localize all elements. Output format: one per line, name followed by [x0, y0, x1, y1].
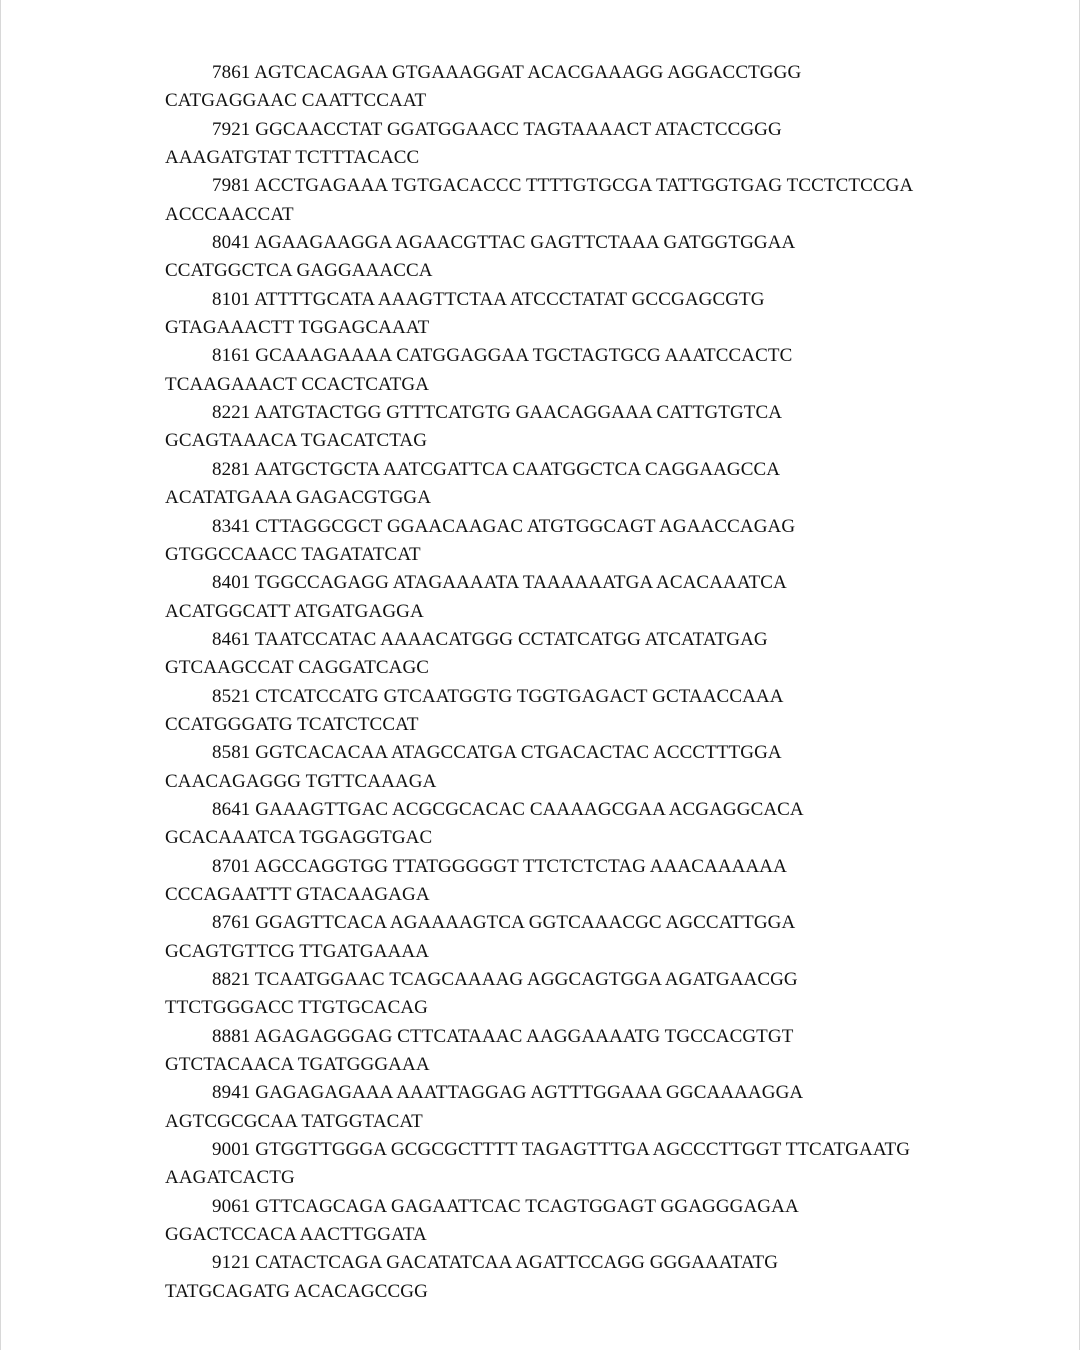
- sequence-continuation: CCCAGAATTT GTACAAGAGA: [165, 883, 430, 905]
- sequence-line: [165, 1079, 965, 1107]
- sequence-line: [165, 456, 965, 484]
- sequence-line: [165, 1193, 965, 1221]
- sequence-text: AGAGAGGGAG CTTCATAAAC AAGGAAAATG TGCCACGTGT: [254, 1025, 794, 1047]
- position-number: 8941: [212, 1082, 251, 1104]
- sequence-continuation: GTGGCCAACC TAGATATCAT: [165, 543, 421, 565]
- sequence-block: [165, 172, 965, 229]
- sequence-text: ATTTTGCATA AAAGTTCTAA ATCCCTATAT GCCGAGCGTG: [254, 288, 765, 310]
- sequence-text: TAATCCATAC AAAACATGGG CCTATCATGG ATCATATGAG: [254, 628, 768, 650]
- sequence-line: [165, 853, 965, 881]
- position-number: 8821: [212, 969, 251, 990]
- sequence-line: [165, 1023, 965, 1051]
- sequence-line: [165, 399, 965, 427]
- position-number: 7921: [212, 118, 251, 140]
- sequence-continuation: TTCTGGGACC TTGTGCACAG: [165, 997, 428, 1019]
- sequence-block: [165, 966, 965, 1023]
- sequence-continuation: AAGATCACTG: [165, 1167, 295, 1189]
- sequence-text: TGGCCAGAGG ATAGAAAATA TAAAAAATGA ACACAAATCA: [254, 572, 787, 594]
- sequence-continuation: AGTCGCGCAA TATGGTACAT: [165, 1110, 423, 1132]
- position-number: 7981: [212, 175, 251, 197]
- sequence-text: GGCAACCTAT GGATGGAACC TAGTAAAACT ATACTCCGGG: [255, 118, 782, 140]
- sequence-text: GAGAGAGAAA AAATTAGGAG AGTTTGGAAA GGCAAAAGGA: [255, 1082, 804, 1104]
- sequence-line: [165, 626, 965, 654]
- sequence-block: [165, 229, 965, 286]
- sequence-continuation: CCATGGCTCA GAGGAAACCA: [165, 260, 433, 282]
- sequence-block: [165, 626, 965, 683]
- sequence-continuation: ACCCAACCAT: [165, 203, 294, 225]
- sequence-line: [165, 909, 965, 937]
- position-number: 8641: [212, 798, 251, 820]
- sequence-continuation: ACATGGCATT ATGATGAGGA: [165, 600, 424, 622]
- position-number: 8041: [212, 232, 251, 254]
- position-number: 8701: [212, 855, 251, 877]
- sequence-block: [165, 569, 965, 626]
- sequence-text: GGTCACACAA ATAGCCATGA CTGACACTAC ACCCTTTGGA: [255, 742, 782, 764]
- sequence-continuation: TCAAGAAACT CCACTCATGA: [165, 373, 430, 395]
- position-number: 8581: [212, 742, 251, 764]
- sequence-block: [165, 456, 965, 513]
- sequence-text: GGAGTTCACA AGAAAAGTCA GGTCAAACGC AGCCATTGGA: [255, 912, 796, 934]
- sequence-block: [165, 1079, 965, 1136]
- sequence-block: [165, 1136, 965, 1193]
- sequence-text: ACCTGAGAAA TGTGACACCC TTTTGTGCGA TATTGGTGAG TCCTCTCCGA: [254, 175, 914, 197]
- sequence-line: [165, 569, 965, 597]
- sequence-text: AATGCTGCTA AATCGATTCA CAATGGCTCA CAGGAAGCCA: [254, 458, 781, 480]
- sequence-block: [165, 59, 965, 116]
- sequence-block: [165, 683, 965, 740]
- sequence-text: CTTAGGCGCT GGAACAAGAC ATGTGGCAGT AGAACCAGAG: [255, 515, 796, 537]
- sequence-text: AGTCACAGAA GTGAAAGGAT ACACGAAAGG AGGACCTGGG: [254, 62, 802, 83]
- position-number: 8461: [212, 628, 251, 650]
- sequence-text: AGAAGAAGGA AGAACGTTAC GAGTTCTAAA GATGGTGGAA: [254, 232, 796, 254]
- sequence-block: [165, 1249, 965, 1306]
- sequence-continuation: GTCTACAACA TGATGGGAAA: [165, 1054, 430, 1076]
- position-number: 9001: [212, 1139, 251, 1161]
- position-number: 9061: [212, 1195, 251, 1217]
- position-number: 8341: [212, 515, 251, 537]
- position-number: 8221: [212, 402, 251, 424]
- position-number: 8161: [212, 345, 251, 367]
- sequence-block: [165, 399, 965, 456]
- sequence-block: [165, 796, 965, 853]
- sequence-block: [165, 739, 965, 796]
- sequence-block: [165, 853, 965, 910]
- sequence-line: [165, 286, 965, 314]
- sequence-line: [165, 513, 965, 541]
- position-number: 8401: [212, 572, 251, 594]
- sequence-block: [165, 1193, 965, 1250]
- sequence-line: [165, 116, 965, 144]
- sequence-continuation: AAAGATGTAT TCTTTACACC: [165, 147, 420, 169]
- sequence-line: [165, 229, 965, 257]
- sequence-line: [165, 1249, 965, 1277]
- sequence-block: [165, 342, 965, 399]
- sequence-text: AATGTACTGG GTTTCATGTG GAACAGGAAA CATTGTGTCA: [254, 402, 783, 424]
- sequence-block: [165, 513, 965, 570]
- sequence-block: [165, 1023, 965, 1080]
- sequence-continuation: CAACAGAGGG TGTTCAAAGA: [165, 770, 437, 792]
- sequence-continuation: CATGAGGAAC CAATTCCAAT: [165, 90, 427, 112]
- sequence-block: [165, 116, 965, 173]
- sequence-line: [165, 342, 965, 370]
- sequence-line: [165, 59, 965, 87]
- sequence-text: GTTCAGCAGA GAGAATTCAC TCAGTGGAGT GGAGGGAGAA: [255, 1195, 799, 1217]
- sequence-text: TCAATGGAAC TCAGCAAAAG AGGCAGTGGA AGATGAACGG: [254, 969, 798, 990]
- position-number: 9121: [212, 1252, 251, 1274]
- sequence-continuation: GGACTCCACA AACTTGGATA: [165, 1224, 427, 1246]
- sequence-line: [165, 172, 965, 200]
- sequence-line: [165, 1136, 965, 1164]
- sequence-continuation: ACATATGAAA GAGACGTGGA: [165, 487, 432, 509]
- sequence-line: [165, 683, 965, 711]
- sequence-line: [165, 739, 965, 767]
- sequence-block: [165, 286, 965, 343]
- sequence-text: CTCATCCATG GTCAATGGTG TGGTGAGACT GCTAACCAAA: [255, 685, 784, 707]
- position-number: 8101: [212, 288, 251, 310]
- sequence-block: [165, 909, 965, 966]
- sequence-continuation: GCACAAATCA TGGAGGTGAC: [165, 827, 433, 849]
- position-number: 8521: [212, 685, 251, 707]
- sequence-text: CATACTCAGA GACATATCAA AGATTCCAGG GGGAAATATG: [255, 1252, 779, 1274]
- sequence-continuation: CCATGGGATG TCATCTCCAT: [165, 713, 419, 735]
- sequence-text: GAAAGTTGAC ACGCGCACAC CAAAAGCGAA ACGAGGCACA: [255, 798, 804, 820]
- sequence-text: AGCCAGGTGG TTATGGGGGT TTCTCTCTAG AAACAAAAAA: [254, 855, 787, 877]
- position-number: 8881: [212, 1025, 251, 1047]
- sequence-continuation: TATGCAGATG ACACAGCCGG: [165, 1280, 428, 1302]
- position-number: 7861: [212, 62, 251, 83]
- sequence-line: [165, 796, 965, 824]
- sequence-continuation: GTAGAAACTT TGGAGCAAAT: [165, 317, 430, 339]
- sequence-list: [165, 59, 965, 1306]
- position-number: 8761: [212, 912, 251, 934]
- sequence-continuation: GCAGTAAACA TGACATCTAG: [165, 430, 428, 452]
- position-number: 8281: [212, 458, 251, 480]
- sequence-continuation: GTCAAGCCAT CAGGATCAGC: [165, 657, 430, 679]
- sequence-line: [165, 966, 965, 994]
- sequence-text: GCAAAGAAAA CATGGAGGAA TGCTAGTGCG AAATCCACTC: [255, 345, 793, 367]
- sequence-text: GTGGTTGGGA GCGCGCTTTT TAGAGTTTGA AGCCCTTGGT TTCATGAATG: [255, 1139, 911, 1161]
- sequence-continuation: GCAGTGTTCG TTGATGAAAA: [165, 940, 430, 962]
